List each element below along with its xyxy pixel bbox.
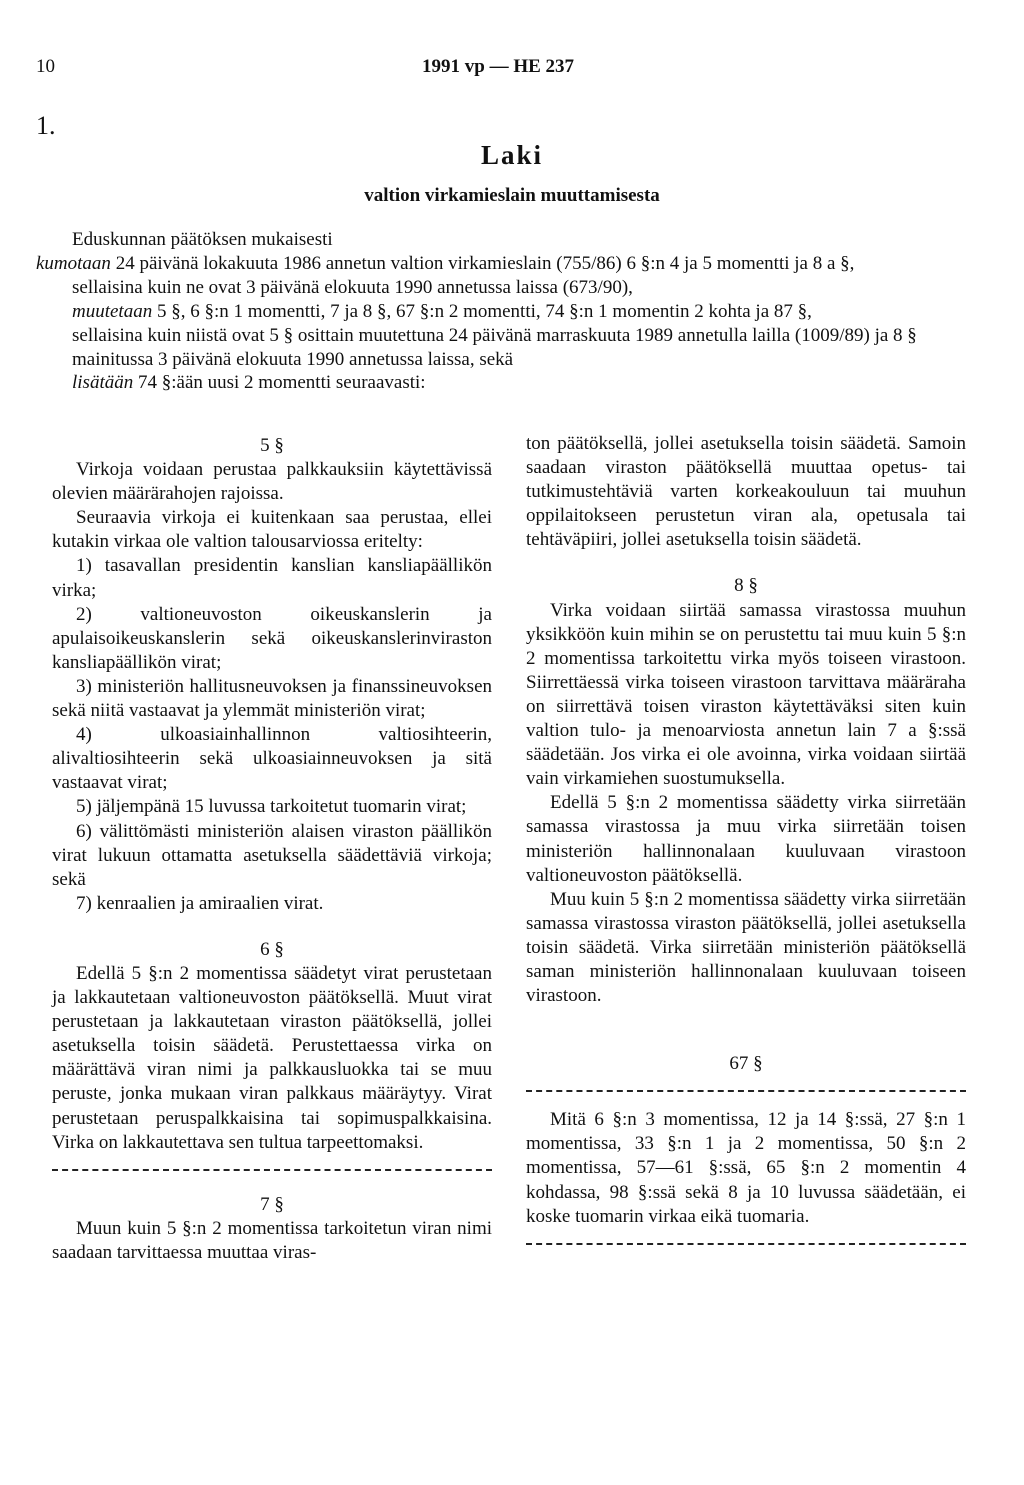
list-item: 7) kenraalien ja amiraalien virat.	[76, 892, 324, 914]
list-item: 4) ulkoasiainhallinnon valtiosihteerin, alivaltiosihteerin sekä ulkoasiainneuvoksen ja sitä vastaavat virat;	[52, 724, 492, 794]
paragraph: Muu kuin 5 §:n 2 momentissa säädetty virka siirretään samassa virastossa viraston päätöksellä, jollei asetuksella toisin säädetä. Virka siirretään ministeriön päätöksellä saman ministeriön hallinnonalaan kuuluvaan toiseen virastoon.	[526, 888, 966, 1007]
preamble-line: sellaisina kuin niistä ovat 5 § osittain muutettuna 24 päivänä marraskuuta 1989 annetulla lailla (1009/89) ja 8 § mainitussa 3 päivänä elokuuta 1990 annetussa laissa, sekä	[72, 324, 917, 370]
preamble-line: Eduskunnan päätöksen mukaisesti	[72, 229, 333, 250]
keyword-repealed: kumotaan	[36, 252, 111, 274]
paragraph: Edellä 5 §:n 2 momentissa säädetty virka siirretään samassa virastossa ja muu virka siirretään toisen ministeriön hallinnonalaan kuuluvaan virastoon valtioneuvoston päätöksellä.	[526, 792, 966, 886]
preamble-repeal	[36, 252, 966, 276]
list-item: 1) tasavallan presidentin kanslian kansliapäällikön virka;	[52, 555, 492, 601]
paragraph: Muun kuin 5 §:n 2 momentissa tarkoitetun viran nimi saadaan tarvittaessa muuttaa viras-	[52, 1217, 492, 1263]
paragraph: Mitä 6 §:n 3 momentissa, 12 ja 14 §:ssä, 27 §:n 1 momentissa, 33 §:n 1 ja 2 momentissa, 50 §:n 2 momentissa, 57—61 §:ssä, 65 §:n 2 momentin 4 kohdassa, 98 §:ssä sekä 8 ja 10 luvussa säädetään, ei koske tuomarin virkaa eikä tuomaria.	[526, 1109, 966, 1227]
section-heading: 67 §	[729, 1053, 763, 1075]
keyword-amended: muutetaan	[72, 300, 153, 322]
preamble-line: sellaisina kuin ne ovat 3 päivänä elokuuta 1990 annetussa laissa (673/90),	[72, 276, 633, 298]
page-number: 10	[36, 56, 55, 77]
section-heading: 5 §	[260, 435, 284, 456]
list-item: 3) ministeriön hallitusneuvoksen ja finanssineuvoksen sekä niitä vastaavat ja ylemmät ministeriön virat;	[52, 675, 492, 722]
paragraph: Virka voidaan siirtää samassa virastossa muuhun yksikköön kuin mihin se on perustettu tai muu kuin 5 §:n 2 momentissa tarkoitettu virka myös toiseen virastoon. Siirrettäessä virka toiseen virastoon tarvittava määräraha on siirrettävä toisen viraston käytettäväksi siten kuin valtion tulo- ja menoarviosta annetun lain 7 a §:ssä säädetään. Jos virka ei ole avoinna, virka voidaan siirtää vain virkamiehen suostumuksella.	[526, 599, 966, 790]
preamble-amend-text: 5 §, 6 §:n 1 momentti, 7 ja 8 §, 67 §:n 2 momentti, 74 §:n 1 momentin 2 kohta ja 87 §,	[152, 300, 812, 322]
preamble-amend	[36, 300, 966, 324]
paragraph: ton päätöksellä, jollei asetuksella toisin säädetä. Samoin saadaan viraston päätöksellä muuttaa opetus- tai tutkimustehtäviä varten korkeakouluun tai muuhun oppilaitokseen perustetun viran ala, opetusala tai tehtäväpiiri, jollei asetuksella toisin säädetä.	[526, 433, 966, 551]
list-item: 2) valtioneuvoston oikeuskanslerin ja apulaisoikeuskanslerin sekä oikeuskanslerinviraston kansliapäällikön virat;	[52, 603, 492, 673]
omission-divider	[526, 1090, 966, 1092]
running-head: 1991 vp — HE 237	[422, 56, 575, 77]
section-number: 1.	[36, 111, 56, 140]
section-heading: 7 §	[260, 1193, 284, 1215]
paragraph: Seuraavia virkoja ei kuitenkaan saa perustaa, ellei kutakin virkaa ole valtion talousarviossa eritelty:	[52, 507, 492, 553]
preamble-add	[36, 371, 966, 395]
omission-divider	[52, 1169, 492, 1171]
keyword-added: lisätään	[72, 372, 134, 394]
section-heading: 6 §	[260, 938, 284, 960]
preamble	[36, 228, 966, 395]
omission-divider	[526, 1243, 966, 1245]
preamble-repeal-text: 24 päivänä lokakuuta 1986 annetun valtion virkamieslain (755/86) 6 §:n 4 ja 5 momentti ja 8 a §,	[110, 252, 855, 274]
left-column	[52, 434, 492, 1265]
law-subtitle: valtion virkamieslain muuttamisesta	[364, 185, 660, 206]
paragraph: Virkoja voidaan perustaa palkkauksiin käytettävissä olevien määrärahojen rajoissa.	[52, 459, 492, 505]
list-item: 6) välittömästi ministeriön alaisen viraston päällikön virat lukuun ottamatta asetuksella säädettäviä virkoja; sekä	[52, 820, 492, 890]
preamble-add-text: 74 §:ään uusi 2 momentti seuraavasti:	[133, 372, 426, 394]
right-column	[526, 432, 966, 1261]
paragraph: Edellä 5 §:n 2 momentissa säädetyt virat perustetaan ja lakkautetaan valtioneuvoston päätöksellä. Muut virat perustetaan ja lakkautetaan viraston päätöksellä, jollei asetuksella toisin säädetä. Perustettaessa virka on määrättävä viran nimi ja palkkausluokka tai se muu peruste, jonka mukaan viran palkkaus määräytyy. Virat perustetaan peruspalkkaisina tai sopimuspalkkaisina. Virka on lakkautettava sen tultua tarpeettomaksi.	[52, 962, 492, 1153]
section-heading: 8 §	[734, 575, 758, 597]
list-item: 5) jäljempänä 15 luvussa tarkoitetut tuomarin virat;	[76, 796, 467, 818]
law-title: Laki	[480, 140, 544, 170]
